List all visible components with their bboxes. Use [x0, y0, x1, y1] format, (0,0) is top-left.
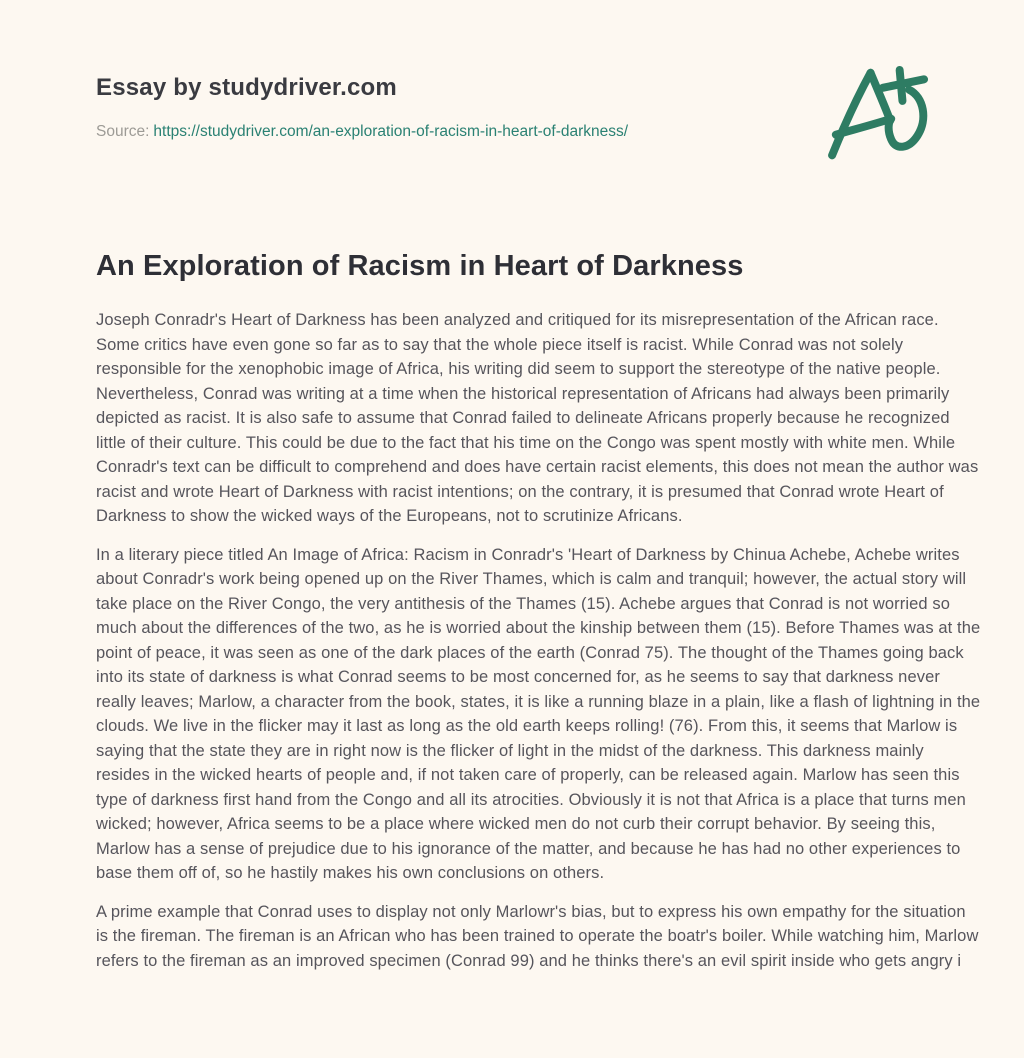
a-plus-logo-icon [818, 56, 940, 174]
article-paragraph-3: A prime example that Conrad uses to display not only Marlowr's bias, but to express his own empathy for the situation is the fireman. The fireman is an African who has been trained to operate the boatr's boiler. While watching him, Marlow refers to the fireman as an improved specimen (Conrad 99) and he thinks there's an evil spirit inside who gets angry i [96, 902, 979, 970]
article-paragraph-1: Joseph Conradr's Heart of Darkness has been analyzed and critiqued for its misrepresentation of the African race. Some critics have even gone so far as to say that the whole piece itself is racist. While Conrad was not solely responsible for the xenophobic image of Africa, his writing did seem to support the stereotype of the native people. Nevertheless, Conrad was writing at a time when the historical representation of Africans had always been primarily depicted as racist. It is also safe to assume that Conrad failed to delineate Africans properly because he recognized little of their culture. This could be due to the fact that his time on the Congo was spent mostly with white men. While Conradr's text can be difficult to comprehend and does have certain racist elements, this does not mean the author was racist and wrote Heart of Darkness with racist intentions; on the contrary, it is presumed that Conrad wrote Heart of Darkness to show the wicked ways of the Europeans, not to scrutinize Africans. [96, 311, 979, 525]
article-title: An Exploration of Racism in Heart of Darkness [96, 250, 744, 282]
article-body [96, 308, 982, 987]
source-label: Source: [96, 123, 150, 140]
article-paragraph-2: In a literary piece titled An Image of Africa: Racism in Conradr's 'Heart of Darkness by Chinua Achebe, Achebe writes about Conradr's work being opened up on the River Thames, which is calm and tranquil; however, the actual story will take place on the River Congo, the very antithesis of the Thames (15). Achebe argues that Conrad is not worried so much about the differences of the two, as he is worried about the kinship between them (15). Before Thames was at the point of peace, it was seen as one of the dark places of the earth (Conrad 75). The thought of the Thames going back into its state of darkness is what Conrad seems to be most concerned for, as he seems to say that darkness never really leaves; Marlow, a character from the book, states, it is like a running blaze in a plain, like a flash of lightning in the clouds. We live in the flicker may it last as long as the old earth keeps rolling! (76). From this, it seems that Marlow is saying that the state they are in right now is the flicker of light in the midst of the darkness. This darkness mainly resides in the wicked hearts of people and, if not taken care of properly, can be released again. Marlow has seen this type of darkness first hand from the Congo and all its atrocities. Obviously it is not that Africa is a place that turns men wicked; however, Africa seems to be a place where wicked men do not curb their corrupt behavior. By seeing this, Marlow has a sense of prejudice due to his ignorance of the matter, and because he has had no other experiences to base them off of, so he hastily makes his own conclusions on others. [96, 545, 981, 882]
source-row [96, 123, 628, 141]
brand-title: Essay by studydriver.com [96, 74, 397, 101]
source-link[interactable]: https://studydriver.com/an-exploration-of-racism-in-heart-of-darkness/ [153, 123, 629, 140]
